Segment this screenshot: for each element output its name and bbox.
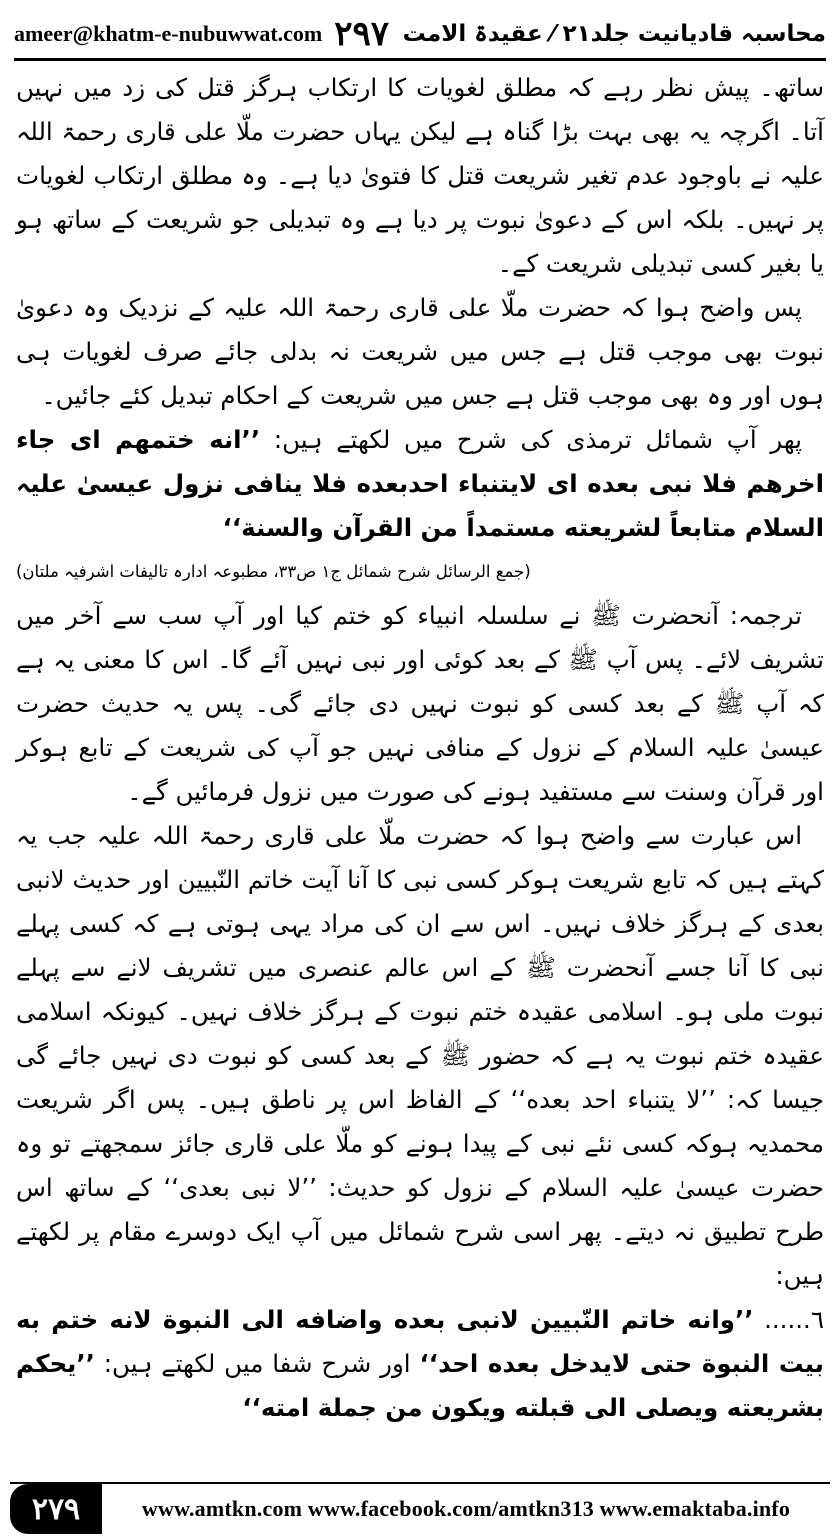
- translation-paragraph: ترجمہ: آنحضرت ﷺ نے سلسلہ انبیاء کو ختم کیا اور آپ سب سے آخر میں تشریف لائے۔ پس آپ ﷺ کے بعد کوئی اور نبی نہیں آئے گا۔ اس کا معنی یہ ہے کہ آپ ﷺ کے بعد کسی کو نبوت نہیں دی جائے گی۔ پس یہ حدیث حضرت عیسیٰ علیہ السلام کے نزول کے منافی نہیں جو آپ کی شریعت کے تابع ہوکر اور قرآن وسنت سے مستفید ہونے کی صورت میں نزول فرمائیں گے۔: [16, 601, 824, 806]
- paragraph-1: ساتھ۔ پیش نظر رہے کہ مطلق لغویات کا ارتکاب ہرگز قتل کی زد میں نہیں آتا۔ اگرچہ یہ بھی بہت بڑا گناہ ہے لیکن یہاں حضرت ملّا علی قاری رحمۃ اللہ علیہ نے باوجود عدم تغیر شریعت قتل کا فتویٰ دیا ہے۔ وہ مطلق ارتکاب لغویات پر نہیں۔ بلکہ اس کے دعویٰ نبوت پر دیا ہے وہ تبدیلی جو شریعت کے ساتھ ہو یا بغیر کسی تبدیلی شریعت کے۔: [16, 73, 824, 278]
- quote-reference: (جمع الرسائل شرح شمائل ج۱ ص۳۳، مطبوعہ ادارہ تالیفات اشرفیہ ملتان): [16, 562, 531, 581]
- item-6-number: ٦......: [764, 1305, 824, 1334]
- header-left: [14, 14, 389, 54]
- quote-arabic: ’’انه ختمهم ای جاء اخرهم فلا نبی بعده ای لایتنباء احدبعده فلا ینافی نزول عیسیٰ علیہ السلام متابعاً لشریعته مستمداً من القرآن والسنة‘‘: [16, 425, 824, 542]
- footer-page-number: ۲۷۹: [10, 1484, 102, 1534]
- item-6-arabic-2: ’’یحکم بشریعته ویصلی الی قبلته ویکون من جملة امته‘‘: [16, 1349, 824, 1422]
- header-email[interactable]: ameer@khatm-e-nubuwwat.com: [14, 21, 323, 46]
- footer-urls[interactable]: www.amtkn.com www.facebook.com/amtkn313 www.emaktaba.info: [141, 1496, 791, 1521]
- paragraph-2: پس واضح ہوا کہ حضرت ملّا علی قاری رحمۃ اللہ علیہ کے نزدیک وہ دعویٰ نبوت بھی موجب قتل ہے جس میں شریعت نہ بدلی جائے صرف لغویات ہی ہوں اور وہ بھی موجب قتل ہے جس میں شریعت کے احکام تبدیل کئے جائیں۔: [16, 293, 824, 410]
- header-page-number: ۲۹۷: [334, 14, 390, 54]
- page-body: [16, 66, 824, 1478]
- quote-paragraph: [16, 418, 824, 550]
- page-footer: [10, 1482, 830, 1534]
- item-6-middle: اور شرح شفا میں لکھتے ہیں:: [103, 1349, 411, 1378]
- item-6-arabic: ’’وانه خاتم النّبیین لانبی بعده واضافه الی النبوة لانه ختم به بیت النبوة حتی لایدخل بعده احد‘‘: [16, 1305, 824, 1378]
- quote-intro: پھر آپ شمائل ترمذی کی شرح میں لکھتے ہیں:: [273, 425, 802, 454]
- book-title: محاسبہ قادیانیت جلد۲۱ ⁄ عقیدۃ الامت: [402, 21, 826, 47]
- page-header: [14, 10, 826, 61]
- reference-line: [16, 550, 824, 594]
- item-6-paragraph: [16, 1298, 824, 1430]
- explanation-paragraph: اس عبارت سے واضح ہوا کہ حضرت ملّا علی قاری رحمۃ اللہ علیہ جب یہ کہتے ہیں کہ تابع شریعت ہوکر کسی نبی کا آنا آیت خاتم النّبیین اور حدیث لانبی بعدی کے ہرگز خلاف نہیں۔ اس سے ان کی مراد یہی ہوتی ہے کہ کسی پہلے نبی کا آنا جسے آنحضرت ﷺ کے اس عالم عنصری میں تشریف لانے سے پہلے نبوت ملی ہو۔ اسلامی عقیدہ ختم نبوت کے ہرگز خلاف نہیں۔ کیونکہ اسلامی عقیدہ ختم نبوت یہ ہے کہ حضور ﷺ کے بعد کسی کو نبوت دی نہیں جائے گی جیسا کہ: ’’لا یتنباء احد بعده‘‘ کے الفاظ اس پر ناطق ہیں۔ پس اگر شریعت محمدیہ ہوکہ کسی نئے نبی کے پیدا ہونے کو ملّا علی قاری جائز سمجھتے تو وہ حضرت عیسیٰ علیہ السلام کے نزول کو حدیث: ’’لا نبی بعدی‘‘ کے ساتھ اس طرح تطبیق نہ دیتے۔ پھر اسی شرح شمائل میں آپ ایک دوسرے مقام پر لکھتے ہیں:: [16, 821, 824, 1290]
